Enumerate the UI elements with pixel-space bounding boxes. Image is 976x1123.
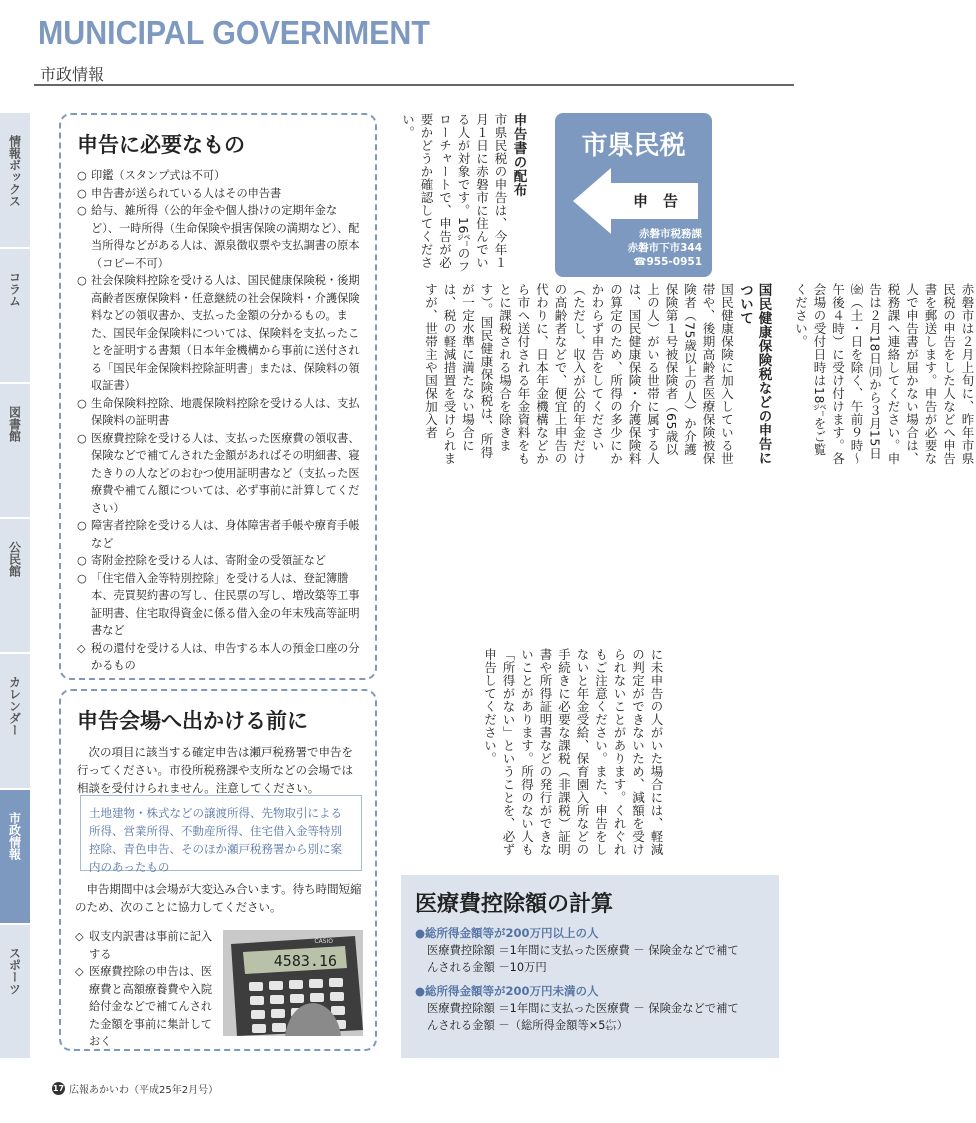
list-item-text: 給与、雑所得（公的年金や個人掛けの定期年金など）、一時所得（生命保険や損害保険の満期など）、配当所得などがある人は、源泉徴収票や支払調書の原本（コピー不可） bbox=[91, 204, 360, 270]
before-list bbox=[75, 928, 221, 1051]
side-tab-label: コラム bbox=[7, 271, 22, 307]
article-col3-text: 国民健康保険に加入している世帯や、後期高齢者医療保険被保険者（75歳以上の人）か介護保険第１号被保険者（65歳以上の人）がいる世帯に属する人は、国民健康保険・介護保険料の算定のため、所得の多少にかかわらず申告をしてください（ただし、収入が公的年金だけの高齢者などで、便宜上申告の代わりに、日本年金機構などから市へ送付される年金資料をもとに課税される場合を除きます）。国民健康保険税は、所得が一定水準に満たない場合には、税の軽減措置を受けられますが、世帯主や国保加入者 bbox=[423, 283, 735, 465]
article-col3 bbox=[480, 648, 665, 858]
list-item bbox=[77, 395, 361, 430]
bullet-mark: ○ bbox=[77, 554, 87, 567]
section-subtitle: 市政情報 bbox=[40, 65, 105, 84]
bullet-mark: ○ bbox=[77, 169, 87, 182]
bullet-mark: ○ bbox=[77, 204, 87, 217]
medical-case2-heading: ●総所得金額等が200万円未満の人 bbox=[415, 984, 599, 998]
list-item bbox=[75, 928, 221, 963]
heading-distribution: 申告書の配布 bbox=[510, 113, 527, 197]
bullet-mark: ○ bbox=[77, 186, 87, 200]
needs-box-title: 申告に必要なもの bbox=[77, 133, 245, 157]
list-item bbox=[77, 552, 361, 570]
before-box-title: 申告会場へ出かける前に bbox=[77, 709, 308, 733]
header-divider bbox=[34, 84, 794, 86]
article-col2 bbox=[421, 283, 976, 468]
side-tab-label: 図書館 bbox=[7, 406, 22, 442]
list-item-text: 生命保険料控除、地震保険料控除を受ける人は、支払保険料の証明書 bbox=[91, 396, 360, 427]
before-intro: 次の項目に該当する確定申告は瀬戸税務署で申告を行ってください。市役所税務課や支所などの会場では相談を受付けられません。注意してください。 bbox=[77, 745, 353, 795]
highlight-text: 土地建物・株式などの譲渡所得、先物取引による所得、営業所得、不動産所得、住宅借入金等特別控除、青色申告、そのほか瀬戸税務署から別に案内のあったもの bbox=[89, 806, 342, 874]
list-item bbox=[77, 185, 361, 203]
article-col4-text: に未申告の人がいた場合には、軽減の判定ができないため、減額を受けられないことがあります。くれぐれもご注意ください。また、申告をしないと年金受給、保育園入所などの手続きに必要な課税（非課税）証明書や所得証明書などの発行ができないことがあります。所得のない人も「所得がない」ということを、必ず申告してください。 bbox=[482, 648, 664, 856]
calculator-display: 4583.16 bbox=[273, 952, 337, 970]
needs-box bbox=[59, 113, 377, 680]
list-item-text: 社会保険料控除を受ける人は、国民健康保険税・後期高齢者医療保険料・任意継続の社会保険料・介護保険料などの領収書か、支払った金額の分かるもの。また、国民年金保険料については、保険料を支払ったことを証明する書類（日本年金機構から事前に送付される「国民年金保険料控除証明書」または、保険料の領収証書） bbox=[91, 274, 360, 392]
bullet-mark: ○ bbox=[77, 431, 87, 445]
medical-title: 医療費控除額の計算 bbox=[415, 892, 614, 917]
side-tab-label: 市政情報 bbox=[7, 812, 22, 860]
list-item-text: 税の還付を受ける人は、申告する本人の預金口座の分かるもの bbox=[91, 641, 360, 672]
article-col1 bbox=[398, 113, 528, 273]
list-item-text: 障害者控除を受ける人は、身体障害者手帳や療育手帳など bbox=[91, 519, 360, 550]
article-col1-text: 市県民税の申告は、今年１月１日に赤磐市に住んでいる人が対象です。16㌻のフローチャートで、申告が必要かどうか確認してください。 bbox=[400, 113, 508, 273]
card-dept: 赤磐市税務課 bbox=[639, 228, 702, 240]
list-item bbox=[77, 570, 361, 640]
highlight-box bbox=[80, 795, 362, 874]
list-item bbox=[77, 202, 361, 272]
card-phone: ☎955-0951 bbox=[633, 256, 702, 268]
list-item bbox=[77, 517, 361, 552]
side-tab-label: 公民館 bbox=[7, 541, 22, 577]
list-item-text: 申告書が送られている人はその申告書 bbox=[91, 186, 282, 200]
list-item bbox=[77, 167, 361, 185]
tax-card bbox=[555, 113, 712, 277]
medical-case1-heading: ●総所得金額等が200万円以上の人 bbox=[415, 926, 599, 940]
card-title: 市県民税 bbox=[581, 131, 686, 161]
calculator-photo bbox=[223, 930, 363, 1036]
card-tag: 申 告 bbox=[633, 192, 679, 210]
side-tab-label: 情報ボックス bbox=[7, 135, 22, 207]
before-note: 申告期間中は会場が大変込み合います。待ち時間短縮のため、次のことに協力してください。 bbox=[75, 882, 362, 914]
bullet-mark: ○ bbox=[77, 396, 87, 410]
list-item-text: 印鑑（スタンプ式は不可） bbox=[91, 169, 226, 182]
side-tab-4[interactable] bbox=[0, 518, 30, 652]
list-item bbox=[75, 963, 221, 1051]
list-item bbox=[77, 640, 361, 675]
footer-text: 広報あかいわ（平成25年2月号） bbox=[69, 1085, 219, 1096]
bullet-mark: ○ bbox=[77, 571, 87, 585]
side-tab-label: カレンダー bbox=[7, 676, 22, 736]
card-address: 赤磐市下市344 bbox=[627, 242, 702, 254]
medical-deduction-box bbox=[401, 875, 779, 1058]
medical-case2-text: 医療費控除額 ＝1年間に支払った医療費 － 保険金などで補てんされる金額 －（総所得金額等×5㌫） bbox=[427, 1002, 739, 1032]
list-item-text: 医療費控除を受ける人は、支払った医療費の領収書、保険などで補てんされた金額があればその明細書、寝たきりの人などのおむつ使用証明書など（支払った医療費や補てん額については、必ず事前に計算してください） bbox=[91, 431, 360, 515]
side-tab-1[interactable] bbox=[0, 112, 30, 247]
side-tab-5[interactable] bbox=[0, 653, 30, 788]
side-tab-label: スポーツ bbox=[7, 947, 22, 995]
page-number: 17 bbox=[52, 1084, 65, 1093]
medical-case1-text: 医療費控除額 ＝1年間に支払った医療費 － 保険金などで補てんされる金額 －10万円 bbox=[427, 944, 739, 974]
footer bbox=[52, 1081, 218, 1096]
needs-list bbox=[77, 167, 361, 675]
list-item-text: 収支内訳書は事前に記入する bbox=[89, 930, 213, 961]
list-item-text: 寄附金控除を受ける人は、寄附金の受領証など bbox=[91, 554, 326, 567]
list-item bbox=[77, 272, 361, 395]
side-tab-6[interactable] bbox=[0, 789, 30, 923]
bullet-mark: ◇ bbox=[75, 930, 84, 943]
bullet-mark: ○ bbox=[77, 519, 87, 532]
section-title: MUNICIPAL GOVERNMENT bbox=[38, 14, 430, 51]
bullet-mark: ◇ bbox=[75, 965, 84, 978]
list-item-text: 「住宅借入金等特別控除」を受ける人は、登記簿謄本、売買契約書の写し、住民票の写し、増改築等工事証明書、住宅取得資金に係る借入金の年末残高等証明書など bbox=[91, 571, 360, 637]
list-item-text: 医療費控除の申告は、医療費と高額療養費や入院給付金などで補てんされた金額を事前に集計しておく bbox=[89, 965, 213, 1048]
article-col2-text: 赤磐市は２月上旬に、昨年市県民税の申告をした人などへ申告書を郵送します。申告が必要な人で申告書が届かない場合は、税務課へ連絡してください。申告は２月18日㈪から３月15日㈮（土・日を除く、午前９時～午後４時）に受け付けます。各会場の受付日時は18㌻をご覧ください。 bbox=[793, 283, 975, 465]
side-tab-7[interactable] bbox=[0, 924, 30, 1058]
calculator-brand: CASIO bbox=[314, 938, 333, 945]
side-tab-2[interactable] bbox=[0, 248, 30, 382]
bullet-mark: ◇ bbox=[77, 641, 86, 655]
bullet-mark: ○ bbox=[77, 274, 87, 287]
side-tab-3[interactable] bbox=[0, 383, 30, 517]
heading-nhi: 国民健康保険税などの申告について bbox=[737, 283, 772, 465]
list-item bbox=[77, 430, 361, 518]
